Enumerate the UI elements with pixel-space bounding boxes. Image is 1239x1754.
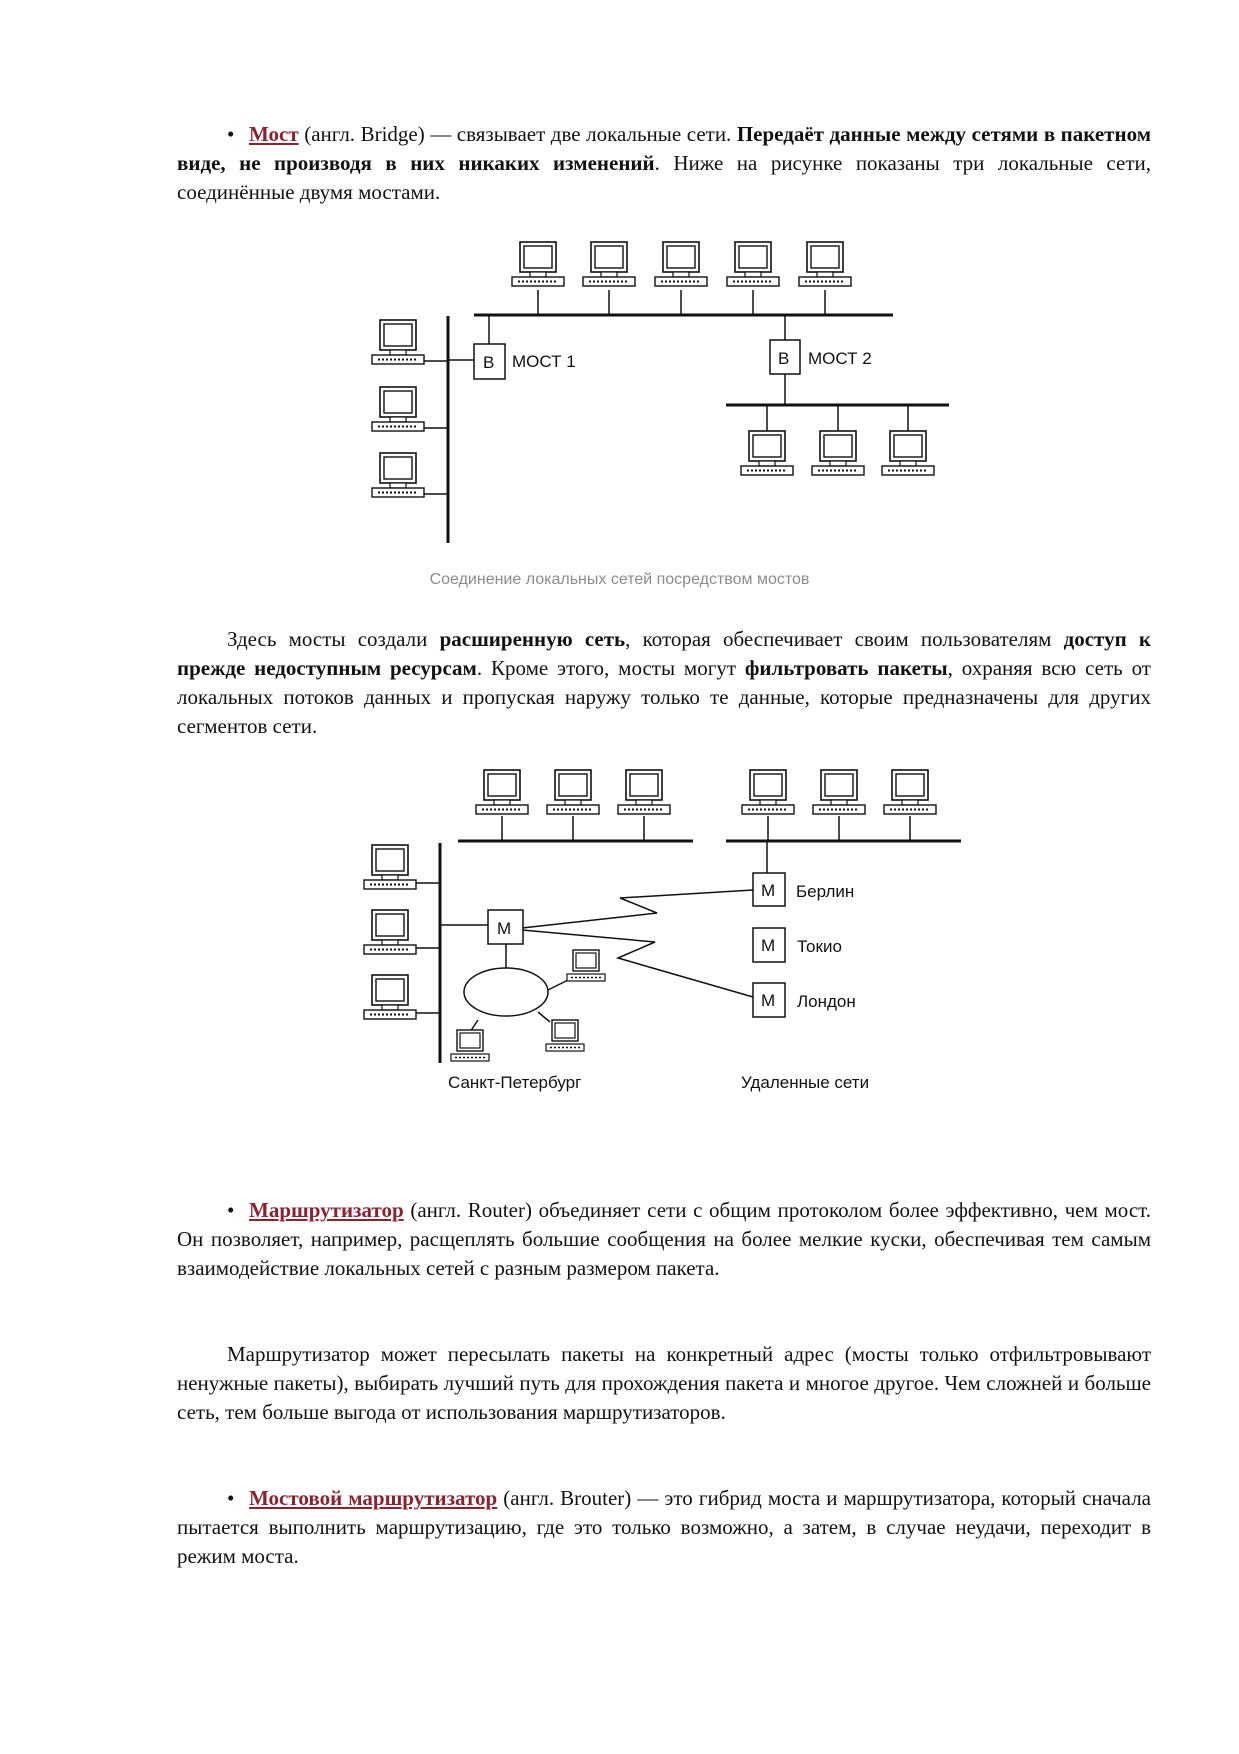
computer-icon — [364, 910, 416, 954]
computer-icon — [372, 320, 424, 364]
bridge-2-letter: B — [778, 349, 790, 368]
computer-icon — [372, 387, 424, 431]
computer-icon — [618, 770, 670, 814]
text: , охраняя всю сеть от локальных потоков данных и пропуская наружу только те данные, которые предназначены для других сегментов сети. — [177, 656, 1151, 738]
figure-caption: Соединение локальных сетей посредством мостов — [429, 571, 810, 588]
label-berlin: Берлин — [796, 882, 855, 901]
bullet: • — [227, 1486, 235, 1510]
computer-icon — [727, 242, 779, 286]
bullet: • — [227, 122, 235, 146]
bridge-1-letter: B — [483, 353, 495, 372]
computer-icon — [364, 845, 416, 889]
router-letter: M — [761, 936, 776, 955]
label-spb: Санкт-Петербург — [448, 1073, 582, 1092]
computer-icon — [546, 1020, 584, 1051]
bridge-network-diagram — [448, 315, 949, 543]
label-london: Лондон — [797, 992, 856, 1011]
link-router[interactable]: Маршрутизатор — [249, 1198, 404, 1222]
computer-icon — [884, 770, 936, 814]
text: Маршрутизатор может пересылать пакеты на конкретный адрес (мосты только отфильтровывают ненужные пакеты), выбирать лучший путь для прохождения пакета и многое другое. Чем сложней и больше сеть, тем больше выгода от использования маршрутизаторов. — [177, 1342, 1151, 1424]
paragraph-router-details — [177, 1340, 1151, 1427]
text: Здесь мосты создали — [227, 627, 440, 651]
bold-text: доступ к прежде недоступным ресурсам — [177, 627, 1151, 680]
router-letter: M — [761, 991, 776, 1010]
paragraph-brouter — [177, 1484, 1151, 1571]
computer-icon — [547, 770, 599, 814]
text: . Кроме этого, мосты могут — [476, 656, 745, 680]
city-network-cloud — [464, 968, 548, 1016]
computer-icon — [812, 431, 864, 475]
computer-icon — [741, 431, 793, 475]
computer-icon — [882, 431, 934, 475]
computer-icon — [742, 770, 794, 814]
computer-icon — [451, 1030, 489, 1061]
label-tokyo: Токио — [797, 937, 842, 956]
label-remote: Удаленные сети — [741, 1073, 870, 1092]
router-letter: M — [497, 919, 512, 938]
bold-text: фильтровать пакеты — [744, 656, 948, 680]
text: (англ. Router) объединяет сети с общим протоколом более эффективно, чем мост. Он позволяет, например, расщеплять большие сообщения на более мелкие куски, обеспечивая тем самым взаимодействие локальных сетей с разным размером пакета. — [177, 1198, 1151, 1280]
computer-icon — [799, 242, 851, 286]
computer-icon — [813, 770, 865, 814]
computer-icon — [476, 770, 528, 814]
link-bridge[interactable]: Мост — [249, 122, 299, 146]
computer-icon — [655, 242, 707, 286]
bold-text: Передаёт данные между сетями в пакетном виде, не производя в них никаких изменений — [177, 122, 1151, 175]
bullet: • — [227, 1198, 235, 1222]
computer-icon — [583, 242, 635, 286]
text: , которая обеспечивает своим пользователям — [625, 627, 1064, 651]
bold-text: расширенную сеть — [439, 627, 626, 651]
computer-icon — [372, 453, 424, 497]
computer-icon — [567, 950, 605, 981]
computer-icon — [364, 975, 416, 1019]
text: (англ. Brouter) — это гибрид моста и маршрутизатора, который сначала пытается выполнить маршрутизацию, где это только возможно, а затем, в случае неудачи, переходит в режим моста. — [177, 1486, 1151, 1568]
bridge-1-label: МОСТ 1 — [512, 352, 576, 371]
text: . Ниже на рисунке показаны три локальные сети, соединённые двумя мостами. — [177, 151, 1151, 204]
computer-icon — [512, 242, 564, 286]
paragraph-extended-network — [177, 625, 1151, 741]
bridge-2-label: МОСТ 2 — [808, 349, 872, 368]
paragraph-router — [177, 1196, 1151, 1283]
text: (англ. Bridge) — связывает две локальные сети. — [298, 122, 737, 146]
link-brouter[interactable]: Мостовой маршрутизатор — [249, 1486, 498, 1510]
router-letter: M — [761, 881, 776, 900]
